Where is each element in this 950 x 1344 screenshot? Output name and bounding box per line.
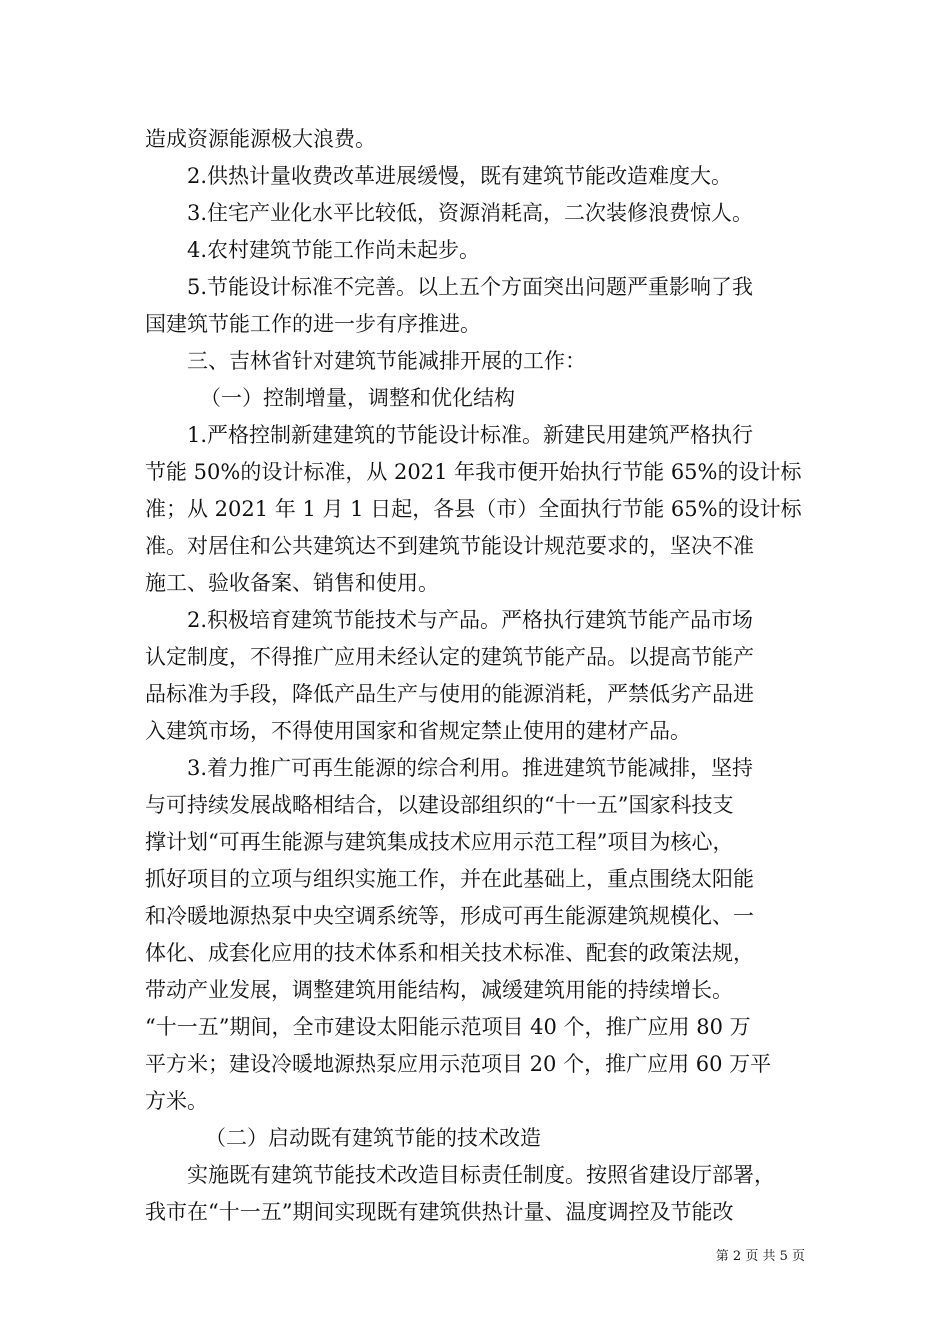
text-line: 节能 50%的设计标准，从 2021 年我市便开始执行节能 65%的设计标: [145, 460, 802, 484]
text-line: 施工、验收备案、销售和使用。: [145, 571, 439, 595]
text-line: 2.积极培育建筑节能技术与产品。严格执行建筑节能产品市场: [187, 608, 754, 632]
document-body: [145, 121, 810, 1231]
text-line: 准；从 2021 年 1 月 1 日起，各县（市）全面执行节能 65%的设计标: [145, 497, 802, 521]
text-line: 品标准为手段，降低产品生产与使用的能源消耗，严禁低劣产品进: [145, 682, 754, 706]
section-heading: 三、吉林省针对建筑节能减排开展的工作：: [187, 349, 586, 373]
text-line: 4.农村建筑节能工作尚未起步。: [187, 238, 481, 262]
text-line: 抓好项目的立项与组织实施工作，并在此基础上，重点围绕太阳能: [145, 867, 754, 891]
text-line: 3.住宅产业化水平比较低，资源消耗高，二次装修浪费惊人。: [187, 201, 754, 225]
text-line: 认定制度，不得推广应用未经认定的建筑节能产品。以提高节能产: [145, 645, 754, 669]
text-line: 我市在“十一五”期间实现既有建筑供热计量、温度调控及节能改: [145, 1200, 734, 1224]
text-line: 1.严格控制新建建筑的节能设计标准。新建民用建筑严格执行: [187, 423, 754, 447]
text-line: 造成资源能源极大浪费。: [145, 127, 376, 151]
subsection-heading: （一）控制增量，调整和优化结构: [200, 386, 515, 410]
subsection-heading: （二）启动既有建筑节能的技术改造: [205, 1126, 541, 1150]
text-line: 撑计划“可再生能源与建筑集成技术应用示范工程”项目为核心，: [145, 830, 734, 854]
text-line: 体化、成套化应用的技术体系和相关技术标准、配套的政策法规，: [145, 941, 754, 965]
text-line: 入建筑市场，不得使用国家和省规定禁止使用的建材产品。: [145, 719, 691, 743]
text-line: 2.供热计量收费改革进展缓慢，既有建筑节能改造难度大。: [187, 164, 733, 188]
text-line: 与可持续发展战略相结合，以建设部组织的“十一五”国家科技支: [145, 793, 734, 817]
text-line: 3.着力推广可再生能源的综合利用。推进建筑节能减排，坚持: [187, 756, 754, 780]
text-line: 准。对居住和公共建筑达不到建筑节能设计规范要求的，坚决不准: [145, 534, 754, 558]
page-number: 第 2 页 共 5 页: [715, 1249, 805, 1264]
text-line: 实施既有建筑节能技术改造目标责任制度。按照省建设厅部署，: [187, 1163, 775, 1187]
text-line: 平方米；建设冷暖地源热泵应用示范项目 20 个，推广应用 60 万平: [145, 1052, 772, 1076]
text-line: 和冷暖地源热泵中央空调系统等，形成可再生能源建筑规模化、一: [145, 904, 754, 928]
text-line: 国建筑节能工作的进一步有序推进。: [145, 312, 481, 336]
text-line: 方米。: [145, 1089, 208, 1113]
text-line: 带动产业发展，调整建筑用能结构，减缓建筑用能的持续增长。: [145, 978, 733, 1002]
text-line: 5.节能设计标准不完善。以上五个方面突出问题严重影响了我: [187, 275, 754, 299]
text-line: “十一五”期间，全市建设太阳能示范项目 40 个，推广应用 80 万: [145, 1015, 751, 1039]
